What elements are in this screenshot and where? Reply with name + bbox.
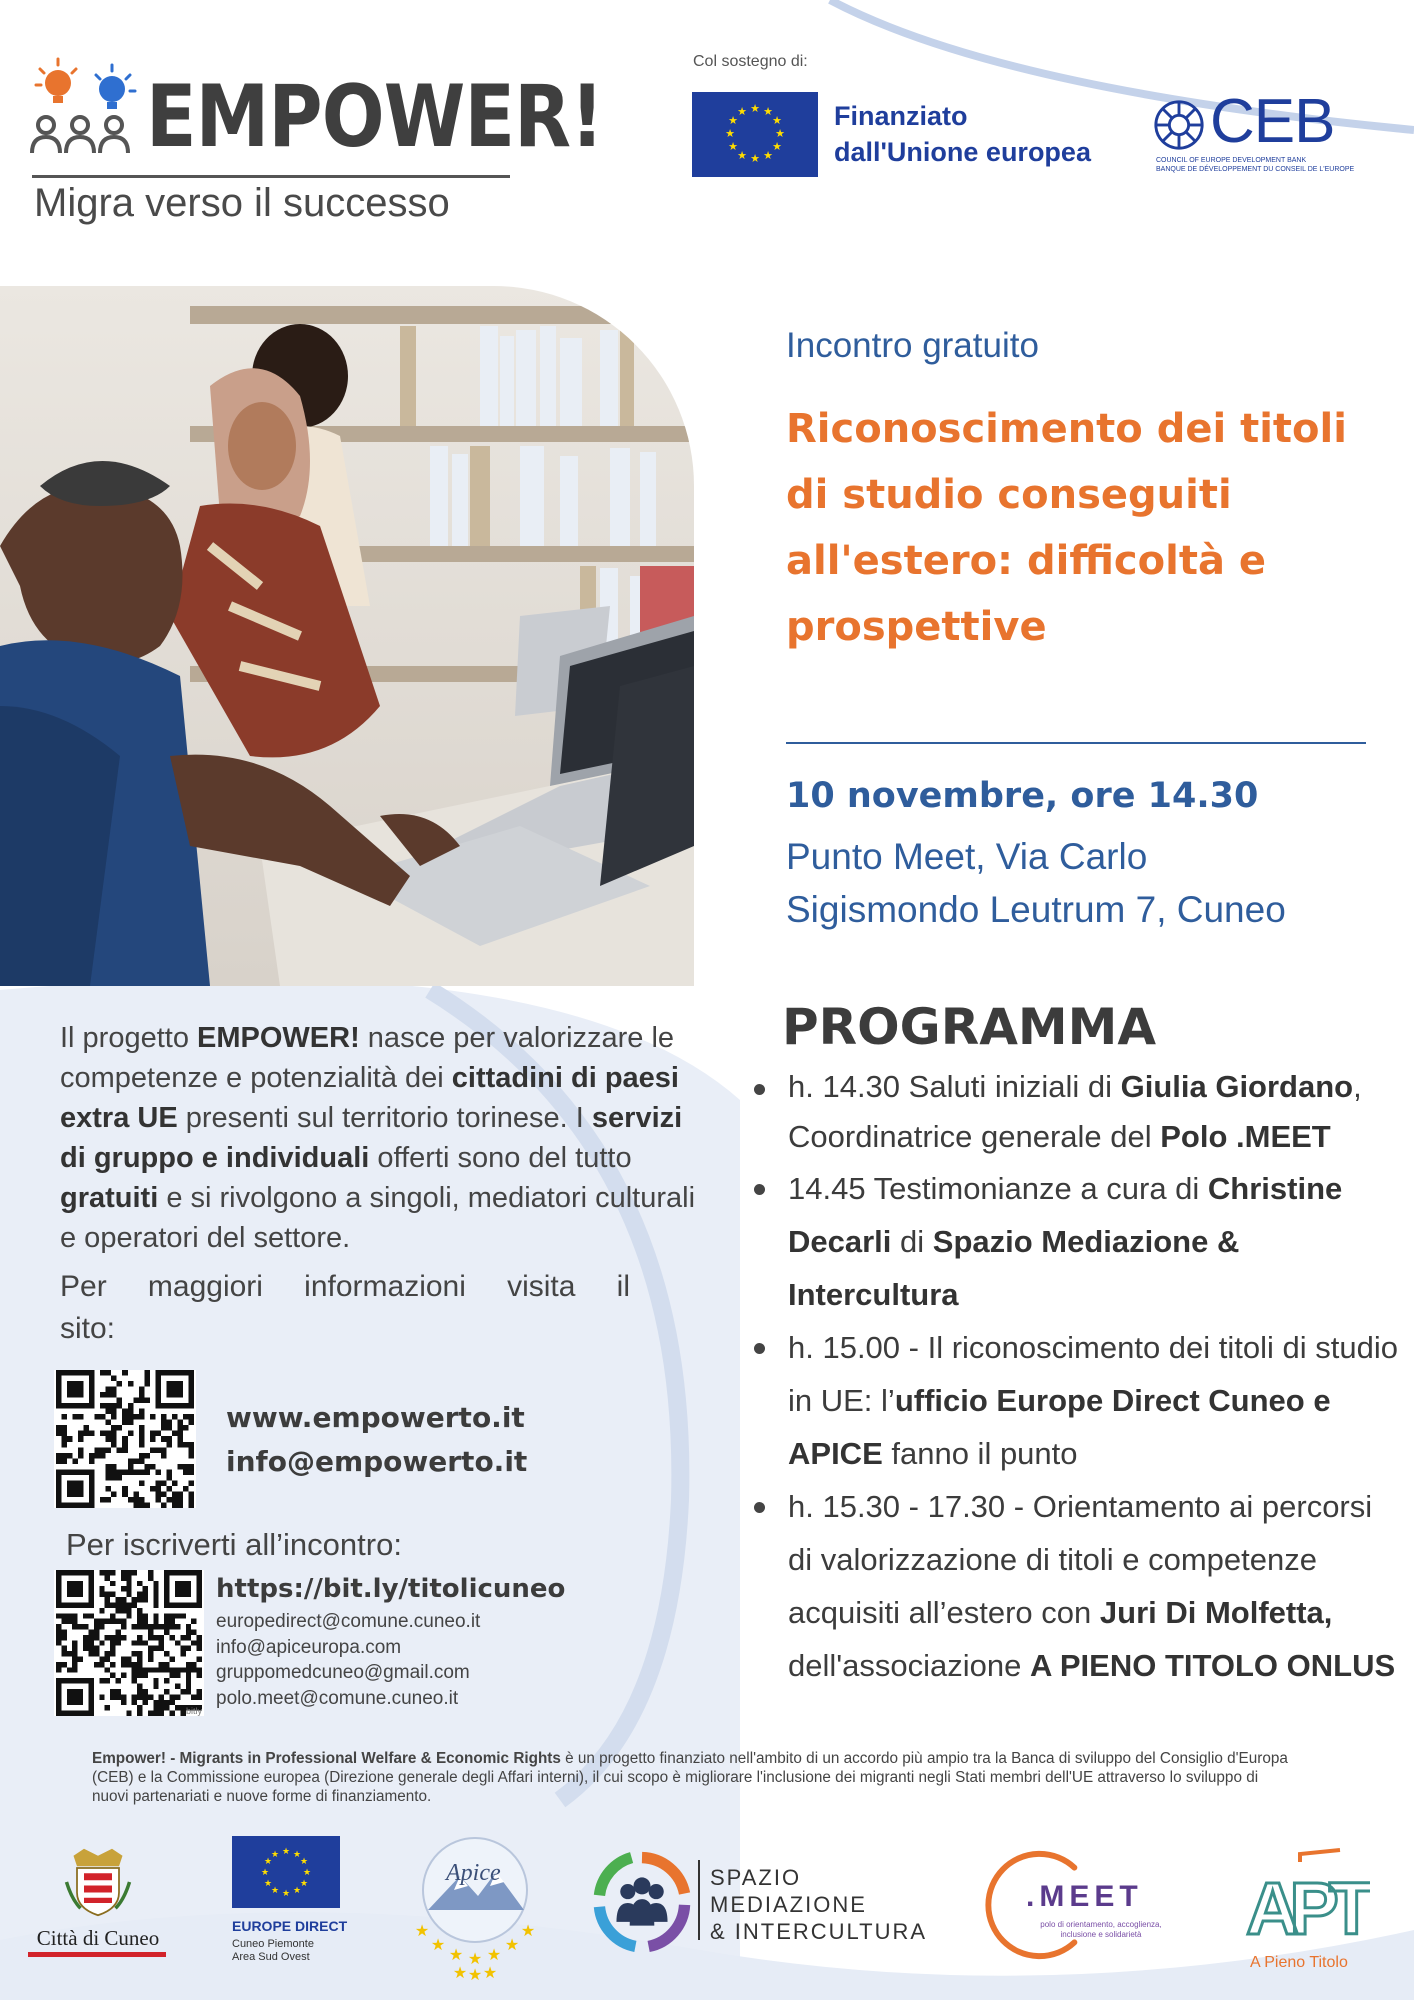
- event-venue: Punto Meet, Via Carlo Sigismondo Leutrum 7, Cuneo: [786, 836, 1286, 930]
- svg-text:★: ★: [270, 1886, 280, 1896]
- svg-text:★: ★: [302, 1868, 312, 1878]
- event-title: Riconoscimento dei titoli di studio conseguiti all'estero: difficoltà e prospettive: [786, 406, 1347, 650]
- program-item: h. 15.00 - Il riconoscimento dei titoli di studio in UE: l’ufficio Europe Direct Cuneo e APICE fanno il punto: [750, 1321, 1400, 1480]
- spazio-text: SPAZIO MEDIAZIONE & INTERCULTURA: [710, 1865, 928, 1944]
- program-list: [750, 1062, 1400, 1692]
- svg-text:★: ★: [486, 1945, 502, 1964]
- support-label: Col sostegno di:: [693, 53, 808, 70]
- svg-text:★: ★: [728, 140, 738, 153]
- spazio-mediazione-logo: [590, 1846, 930, 1956]
- signup-label: Per iscriverti all’incontro:: [66, 1527, 402, 1562]
- svg-text:★: ★: [772, 140, 782, 153]
- cuneo-bar: [28, 1952, 166, 1957]
- ceb-logo: [1152, 87, 1355, 182]
- svg-text:★: ★: [270, 1850, 280, 1860]
- eu-flag-small-icon: [232, 1836, 340, 1908]
- eu-funding-text: Finanziato dall'Unione europea: [834, 101, 1091, 167]
- email-link[interactable]: info@empowerto.it: [226, 1445, 528, 1478]
- citta-di-cuneo-logo: [24, 1844, 172, 1962]
- hero-photo: [0, 286, 694, 986]
- ceb-emblem-icon: [1152, 98, 1206, 152]
- svg-text:★: ★: [467, 1949, 483, 1968]
- meet-subtitle: polo di orientamento, accoglienza, inclusione e solidarietà: [1040, 1920, 1162, 1939]
- contact-links: [226, 1396, 527, 1484]
- apt-label: A Pieno Titolo: [1250, 1954, 1348, 1971]
- svg-text:★: ★: [504, 1935, 520, 1954]
- contact-emails: [216, 1609, 480, 1711]
- svg-text:★: ★: [263, 1879, 273, 1889]
- svg-text:★: ★: [292, 1886, 302, 1896]
- more-info-text-2: sito:: [60, 1312, 116, 1345]
- program-item: h. 14.30 Saluti iniziali di Giulia Giordano, Coordinatrice generale del Polo .MEET: [750, 1062, 1400, 1162]
- svg-text:★: ★: [292, 1850, 302, 1860]
- polo-meet-logo: [980, 1846, 1180, 1966]
- svg-text:★: ★: [263, 1857, 273, 1867]
- contact-email[interactable]: info@apiceuropa.com: [216, 1636, 402, 1658]
- apt-letters-icon: [1240, 1842, 1370, 1952]
- svg-text:★: ★: [763, 149, 773, 162]
- program-item: 14.45 Testimonianze a cura di Christine Decarli di Spazio Mediazione & Intercultura: [750, 1162, 1400, 1321]
- svg-text:★: ★: [775, 127, 785, 140]
- qr-caption: bitly: [185, 1706, 202, 1716]
- svg-text:★: ★: [448, 1945, 464, 1964]
- spazio-divider: [698, 1860, 700, 1940]
- website-link[interactable]: www.empowerto.it: [226, 1401, 525, 1434]
- svg-text:★: ★: [772, 114, 782, 127]
- section-divider: [786, 742, 1366, 744]
- signup-qr-code[interactable]: [54, 1570, 204, 1716]
- brand-rule: [32, 175, 510, 178]
- ceb-subtitle: COUNCIL OF EUROPE DEVELOPMENT BANK BANQUE DE DÉVELOPPEMENT DU CONSEIL DE L'EUROPE: [1156, 157, 1355, 173]
- svg-text:★: ★: [520, 1921, 536, 1940]
- funding-footnote: Empower! - Migrants in Professional Welfare & Economic Rights è un progetto finanziato nell'ambito di un accordo più ampio tra la Banca di sviluppo del Consiglio d'Europa (CEB) e la Commissione europea (Direzione generale degli Affari interni), il cui scopo è migliorare l'inclusione dei migranti negli Stati membri dell'UE attraverso lo sviluppo di nuovi partenariati e nuove forme di finanziamento.: [92, 1750, 1288, 1805]
- svg-text:★: ★: [750, 152, 760, 165]
- svg-text:★: ★: [737, 105, 747, 118]
- svg-text:★: ★: [299, 1879, 309, 1889]
- coat-of-arms-icon: [63, 1844, 133, 1920]
- contact-email[interactable]: polo.meet@comune.cuneo.it: [216, 1687, 459, 1709]
- svg-text:★: ★: [452, 1963, 468, 1980]
- svg-text:★: ★: [281, 1847, 291, 1857]
- svg-text:★: ★: [763, 105, 773, 118]
- community-circle-icon: [590, 1850, 694, 1954]
- svg-text:★: ★: [482, 1963, 498, 1980]
- contact-email[interactable]: gruppomedcuneo@gmail.com: [216, 1662, 470, 1683]
- apice-mountain-icon: [400, 1830, 550, 1980]
- svg-text:★: ★: [728, 114, 738, 127]
- europe-direct-title: EUROPE DIRECT: [232, 1918, 348, 1934]
- svg-text:★: ★: [737, 149, 747, 162]
- svg-text:★: ★: [430, 1935, 446, 1954]
- program-item: h. 15.30 - 17.30 - Orientamento ai percorsi di valorizzazione di titoli e competenze acquisiti all’estero con Juri Di Molfetta, dell'associazione A PIENO TITOLO ONLUS: [750, 1480, 1400, 1692]
- event-kicker: Incontro gratuito: [786, 326, 1039, 365]
- ceb-name: CEB: [1210, 87, 1335, 156]
- eu-flag-icon: [692, 92, 818, 177]
- europe-direct-subtitle: Cuneo Piemonte Area Sud Ovest: [232, 1938, 314, 1963]
- apt-letters: APT: [1246, 1867, 1364, 1950]
- svg-text:★: ★: [281, 1889, 291, 1899]
- meet-name: .MEET: [1026, 1880, 1143, 1913]
- apice-name: Apice: [446, 1860, 501, 1886]
- europe-direct-logo: [222, 1832, 350, 1972]
- cuneo-label: Città di Cuneo: [36, 1926, 160, 1950]
- more-info-text: Per maggiori informazioni visita il: [60, 1270, 630, 1303]
- brand-tagline: Migra verso il successo: [34, 181, 450, 225]
- brand-name: EMPOWER!: [146, 67, 604, 167]
- contact-email[interactable]: europedirect@comune.cuneo.it: [216, 1611, 481, 1632]
- svg-text:★: ★: [750, 102, 760, 115]
- program-title: PROGRAMMA: [782, 998, 1157, 1056]
- website-qr-code[interactable]: [54, 1370, 196, 1508]
- svg-text:★: ★: [467, 1965, 483, 1980]
- svg-text:★: ★: [260, 1868, 270, 1878]
- project-description: Il progetto EMPOWER! nasce per valorizzare le competenze e potenzialità dei cittadini di paesi extra UE presenti sul territorio torinese. I servizi di gruppo e individuali offerti sono del tutto gratuiti e si rivolgono a singoli, mediatori culturali e operatori del settore.: [60, 1022, 696, 1254]
- svg-text:★: ★: [299, 1857, 309, 1867]
- svg-text:★: ★: [725, 127, 735, 140]
- svg-text:★: ★: [414, 1921, 430, 1940]
- signup-link[interactable]: https://bit.ly/titolicuneo: [216, 1574, 566, 1604]
- apice-logo: [400, 1830, 550, 1980]
- event-date: 10 novembre, ore 14.30: [786, 776, 1259, 816]
- a-pieno-titolo-logo: [1240, 1842, 1370, 1972]
- people-lightbulb-icon: [30, 55, 142, 155]
